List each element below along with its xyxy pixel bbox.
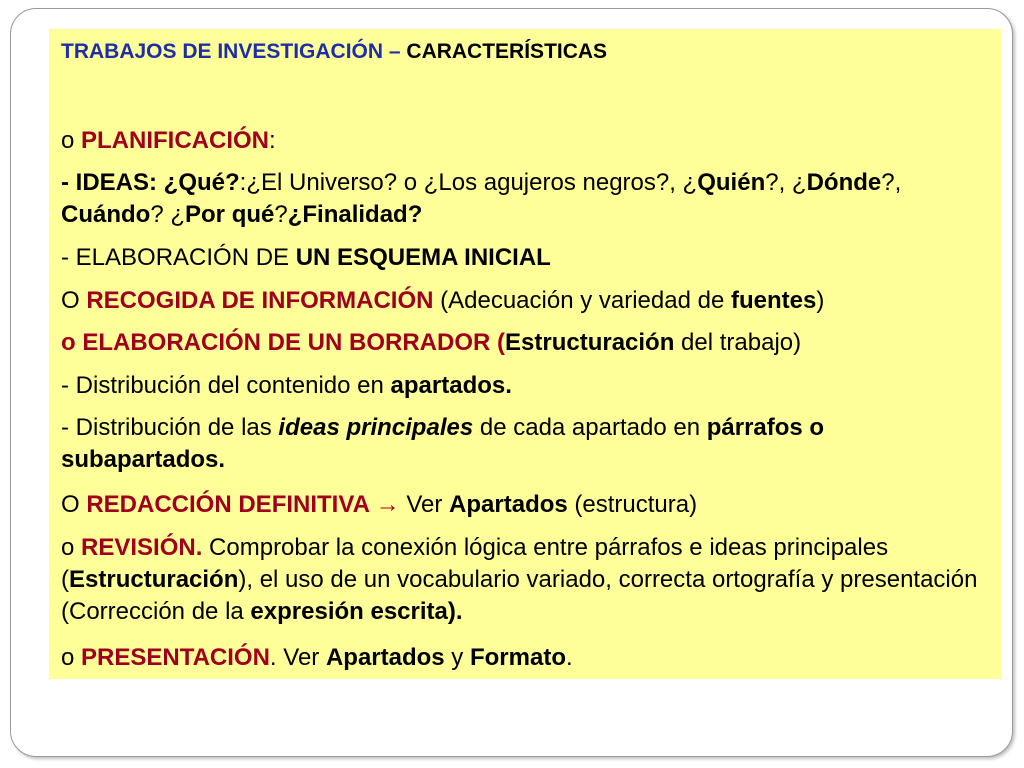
item-text: del trabajo) [674, 329, 802, 356]
item-presentacion [61, 642, 991, 674]
item-text: ? [274, 201, 288, 228]
item-text: y [444, 644, 470, 671]
item-planificacion [61, 125, 991, 157]
item-text: (estructura) [567, 491, 698, 518]
item-text-bold: Dónde [806, 169, 882, 196]
item-text-bold: expresión escrita). [250, 598, 463, 625]
item-text-bold: Quién [697, 169, 766, 196]
item-text: Ver [399, 491, 450, 518]
item-text: - ELABORACIÓN DE [61, 244, 296, 271]
item-label: PLANIFICACIÓN [81, 127, 270, 154]
title-part-2: CARACTERÍSTICAS [400, 40, 608, 63]
item-text: :¿El Universo? o ¿Los agujeros negros?, ¿ [239, 169, 698, 196]
item-text: : [269, 127, 276, 154]
item-text: - Distribución de las [61, 414, 279, 441]
item-redaccion [61, 489, 991, 521]
item-recogida [61, 285, 991, 317]
item-text-bold: Apartados [449, 491, 568, 518]
item-text: de cada apartado en [473, 414, 707, 441]
item-label: REVISIÓN. [81, 534, 203, 561]
item-text: Comprobar la conexión lógica entre párrafos e ideas principales ( [61, 534, 889, 593]
item-ideas-principales [61, 412, 991, 476]
item-text: ) [816, 287, 825, 314]
item-borrador [61, 327, 991, 359]
slide-frame [10, 8, 1013, 757]
title-part-1: TRABAJOS DE INVESTIGACIÓN – [61, 40, 401, 63]
item-esquema [61, 242, 991, 274]
slide-title [61, 40, 607, 64]
item-text-bold: Formato [469, 644, 566, 671]
item-text-bold: UN ESQUEMA INICIAL [295, 244, 551, 271]
item-text: ? ¿ [150, 201, 186, 228]
item-text-bold: fuentes [730, 287, 817, 314]
item-text-bold: Cuándo [61, 201, 151, 228]
item-text: . Ver [269, 644, 326, 671]
item-text-bold: Estructuración [505, 329, 675, 356]
item-label: PRESENTACIÓN [81, 644, 270, 671]
bullet: O [61, 287, 87, 314]
bullet: o [61, 644, 82, 671]
item-revision [61, 532, 991, 628]
item-text-bold: Estructuración [69, 566, 239, 593]
item-text: (Adecuación y variedad de [433, 287, 731, 314]
item-ideas [61, 167, 991, 231]
bullet: o [61, 534, 82, 561]
item-text: ?, [881, 169, 902, 196]
item-label: REDACCIÓN DEFINITIVA → [86, 491, 400, 518]
item-label: o ELABORACIÓN DE UN BORRADOR ( [61, 329, 505, 356]
item-apartados [61, 370, 991, 402]
item-text-bold: Por qué [185, 201, 275, 228]
content-panel [49, 29, 1001, 679]
bullet: O [61, 491, 87, 518]
item-text-bold: apartados. [390, 372, 512, 399]
item-text: - Distribución del contenido en [61, 372, 391, 399]
bullet: o [61, 127, 82, 154]
item-text-bold: ¿Finalidad? [287, 201, 423, 228]
item-text-bold: párrafos o subapartados. [61, 414, 825, 473]
item-text: ), el uso de un vocabulario variado, correcta ortografía y presentación (Corrección de la [61, 566, 978, 625]
item-label: RECOGIDA DE INFORMACIÓN [86, 287, 434, 314]
item-text-bold: Apartados [325, 644, 445, 671]
item-label: - IDEAS: ¿Qué? [61, 169, 240, 196]
item-text: . [565, 644, 573, 671]
item-text: ?, ¿ [765, 169, 807, 196]
item-text-bold-italic: ideas principales [278, 414, 474, 441]
